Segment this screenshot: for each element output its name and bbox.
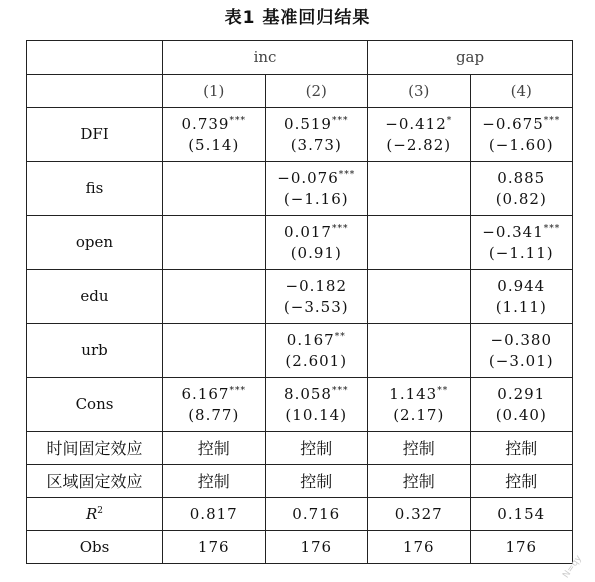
row-label: DFI — [27, 108, 163, 162]
table-cell — [163, 216, 266, 270]
coefficient — [368, 114, 470, 135]
coefficient-value: 0.017 — [284, 222, 332, 241]
table-cell: 控制 — [470, 465, 573, 498]
column-number: (2) — [265, 75, 368, 108]
significance-stars: *** — [543, 115, 561, 126]
table-title: 表1 基准回归结果 — [224, 8, 371, 28]
coefficient-value: −0.412 — [385, 114, 447, 133]
t-statistic: (−3.53) — [283, 297, 349, 316]
table-cell — [368, 162, 471, 216]
t-statistic: (0.40) — [495, 405, 547, 424]
time-fixed-effects-row — [27, 432, 573, 465]
table-cell: 0.154 — [470, 498, 573, 531]
table-cell: 0.716 — [265, 498, 368, 531]
t-statistic: (1.11) — [495, 297, 547, 316]
group-header-row — [27, 41, 573, 75]
t-statistic: (0.91) — [290, 243, 342, 262]
t-statistic: (3.73) — [290, 135, 342, 154]
table-cell — [368, 270, 471, 324]
t-statistic: (2.601) — [285, 351, 348, 370]
table-cell: 控制 — [470, 432, 573, 465]
row-label: 区域固定效应 — [27, 465, 163, 498]
table-cell: 0.327 — [368, 498, 471, 531]
significance-stars: *** — [331, 223, 349, 234]
table-row — [27, 324, 573, 378]
table-cell: 控制 — [163, 465, 266, 498]
table-row — [27, 270, 573, 324]
table-cell — [368, 108, 471, 162]
table-cell — [265, 108, 368, 162]
corner-cell — [27, 41, 163, 75]
coefficient-value: 0.885 — [497, 168, 546, 187]
coefficient-value: 0.291 — [497, 384, 546, 403]
group-header-gap: gap — [368, 41, 573, 75]
coefficient-value: 8.058 — [284, 384, 332, 403]
table-cell — [265, 378, 368, 432]
r-squared-row — [27, 498, 573, 531]
row-label — [27, 498, 163, 531]
region-fixed-effects-row — [27, 465, 573, 498]
table-row — [27, 108, 573, 162]
t-statistic: (8.77) — [188, 405, 240, 424]
table-cell — [470, 108, 573, 162]
coefficient-value: −0.380 — [490, 330, 553, 349]
table-cell: 176 — [265, 531, 368, 564]
significance-stars: *** — [543, 223, 561, 234]
table-cell — [368, 216, 471, 270]
coefficient — [266, 222, 368, 243]
table-cell: 控制 — [163, 432, 266, 465]
table-cell: 控制 — [368, 465, 471, 498]
significance-stars: *** — [331, 385, 349, 396]
coefficient — [266, 330, 368, 351]
table-row — [27, 216, 573, 270]
coefficient — [471, 384, 573, 405]
column-number: (4) — [470, 75, 573, 108]
table-cell — [470, 216, 573, 270]
coefficient — [471, 330, 573, 351]
coefficient — [163, 114, 265, 135]
row-label: 时间固定效应 — [27, 432, 163, 465]
coefficient — [471, 114, 573, 135]
table-cell: 176 — [368, 531, 471, 564]
t-statistic: (−3.01) — [488, 351, 554, 370]
table-cell — [163, 378, 266, 432]
row-label: open — [27, 216, 163, 270]
observations-row — [27, 531, 573, 564]
table-cell — [470, 162, 573, 216]
significance-stars: ** — [334, 331, 346, 342]
significance-stars: *** — [331, 115, 349, 126]
table-cell: 0.817 — [163, 498, 266, 531]
coefficient — [266, 384, 368, 405]
coefficient-value: 0.167 — [286, 330, 335, 349]
coefficient-value: −0.675 — [482, 114, 544, 133]
r-squared-exponent: 2 — [97, 505, 104, 516]
t-statistic: (−1.16) — [283, 189, 349, 208]
coefficient-value: 6.167 — [181, 384, 230, 403]
row-label: fis — [27, 162, 163, 216]
t-statistic: (2.17) — [393, 405, 445, 424]
table-cell: 控制 — [265, 465, 368, 498]
significance-stars: *** — [338, 169, 356, 180]
significance-stars: * — [446, 115, 453, 126]
coefficient-value: 0.519 — [284, 114, 332, 133]
table-cell — [265, 162, 368, 216]
table-cell — [163, 162, 266, 216]
watermark: N=qy — [560, 553, 584, 581]
table-row — [27, 378, 573, 432]
table-cell — [163, 270, 266, 324]
table-cell — [265, 216, 368, 270]
table-cell — [368, 324, 471, 378]
column-number-row — [27, 75, 573, 108]
regression-table — [26, 40, 573, 564]
t-statistic: (−1.60) — [488, 135, 554, 154]
significance-stars: *** — [229, 385, 246, 396]
table-row — [27, 162, 573, 216]
coefficient — [368, 384, 470, 405]
row-label: edu — [27, 270, 163, 324]
coefficient — [266, 168, 368, 189]
significance-stars: ** — [437, 385, 449, 396]
table-cell — [368, 378, 471, 432]
coefficient-value: 0.739 — [181, 114, 230, 133]
coefficient — [471, 168, 573, 189]
column-number: (3) — [368, 75, 471, 108]
table-cell: 176 — [163, 531, 266, 564]
coefficient — [471, 276, 573, 297]
significance-stars: *** — [229, 115, 246, 126]
coefficient — [266, 276, 368, 297]
r-squared-label: R — [85, 504, 98, 523]
table-cell: 控制 — [265, 432, 368, 465]
coefficient-value: 0.944 — [497, 276, 546, 295]
column-number-blank — [27, 75, 163, 108]
group-header-inc: inc — [163, 41, 368, 75]
t-statistic: (5.14) — [188, 135, 240, 154]
row-label: Obs — [27, 531, 163, 564]
table-cell — [265, 270, 368, 324]
table-cell — [470, 324, 573, 378]
table-cell: 控制 — [368, 432, 471, 465]
table-cell — [470, 378, 573, 432]
table-cell — [163, 108, 266, 162]
table-cell — [470, 270, 573, 324]
coefficient — [163, 384, 265, 405]
coefficient — [266, 114, 368, 135]
coefficient-value: 1.143 — [389, 384, 438, 403]
row-label: urb — [27, 324, 163, 378]
table-cell: 176 — [470, 531, 573, 564]
coefficient-value: −0.182 — [285, 276, 348, 295]
t-statistic: (0.82) — [495, 189, 547, 208]
t-statistic: (−2.82) — [386, 135, 452, 154]
column-number: (1) — [163, 75, 266, 108]
row-label: Cons — [27, 378, 163, 432]
coefficient-value: −0.341 — [482, 222, 544, 241]
t-statistic: (−1.11) — [488, 243, 554, 262]
table-cell — [163, 324, 266, 378]
table-cell — [265, 324, 368, 378]
coefficient-value: −0.076 — [277, 168, 339, 187]
t-statistic: (10.14) — [285, 405, 348, 424]
coefficient — [471, 222, 573, 243]
